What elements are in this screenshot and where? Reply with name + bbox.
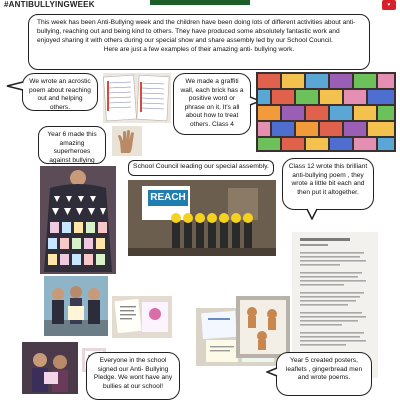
bubble-tail [266, 366, 278, 378]
pledge-children-photo [22, 342, 78, 394]
school-logo: ♥ [382, 0, 396, 10]
caption-class12: Class 12 wrote this brilliant anti-bullying poem , they wrote a little bit each and then put it altogether. [282, 158, 374, 210]
caption-assembly: School Council leading our special assembly. [128, 160, 274, 176]
assembly-photo [128, 180, 276, 256]
header-strip [150, 0, 250, 5]
leaflet-photo [112, 296, 172, 338]
superhero-cape-photo [40, 166, 116, 274]
hashtag-title: #ANTIBULLYINGWEEK [4, 0, 95, 9]
gingerbread-photo [236, 296, 290, 358]
caption-year5: Year 5 created posters, leaflets , gingerbread men and wrote poems. [276, 352, 372, 396]
graffiti-wall-photo [256, 72, 396, 152]
header-bar [0, 0, 400, 12]
handprint-photo [112, 126, 142, 156]
bubble-tail [305, 208, 319, 220]
intro-paragraph: This week has been Anti-Bullying week and the children have been doing lots of different activities about anti-bullying, reaching out and being kind to others. They have produced some absolutely fantastic work and enjoyed sharing it with others during our special show and share assembly led by our School Council. [37, 19, 356, 44]
children-posters-photo [44, 276, 108, 336]
intro-box [28, 14, 370, 70]
intro-closing: Here are just a few examples of their amazing anti- bullying work. [103, 45, 295, 53]
bubble-tail [6, 80, 24, 92]
caption-acrostic: We wrote an acrostic poem about reaching out and helping others. [22, 73, 98, 111]
caption-pledge: Everyone in the school signed our Anti- Bullying Pledge. We wont have any bullies at our school! [86, 352, 180, 400]
caption-graffiti: We made a graffiti wall, each brick has a positive word or phrase on it. It's all about how to treat others. Class 4 [173, 73, 251, 135]
reach-banner-text: REACH [150, 192, 186, 203]
caption-capes: Year 6 made this amazing superheroes against bullying [38, 126, 106, 164]
acrostic-poem-photo [103, 73, 171, 123]
